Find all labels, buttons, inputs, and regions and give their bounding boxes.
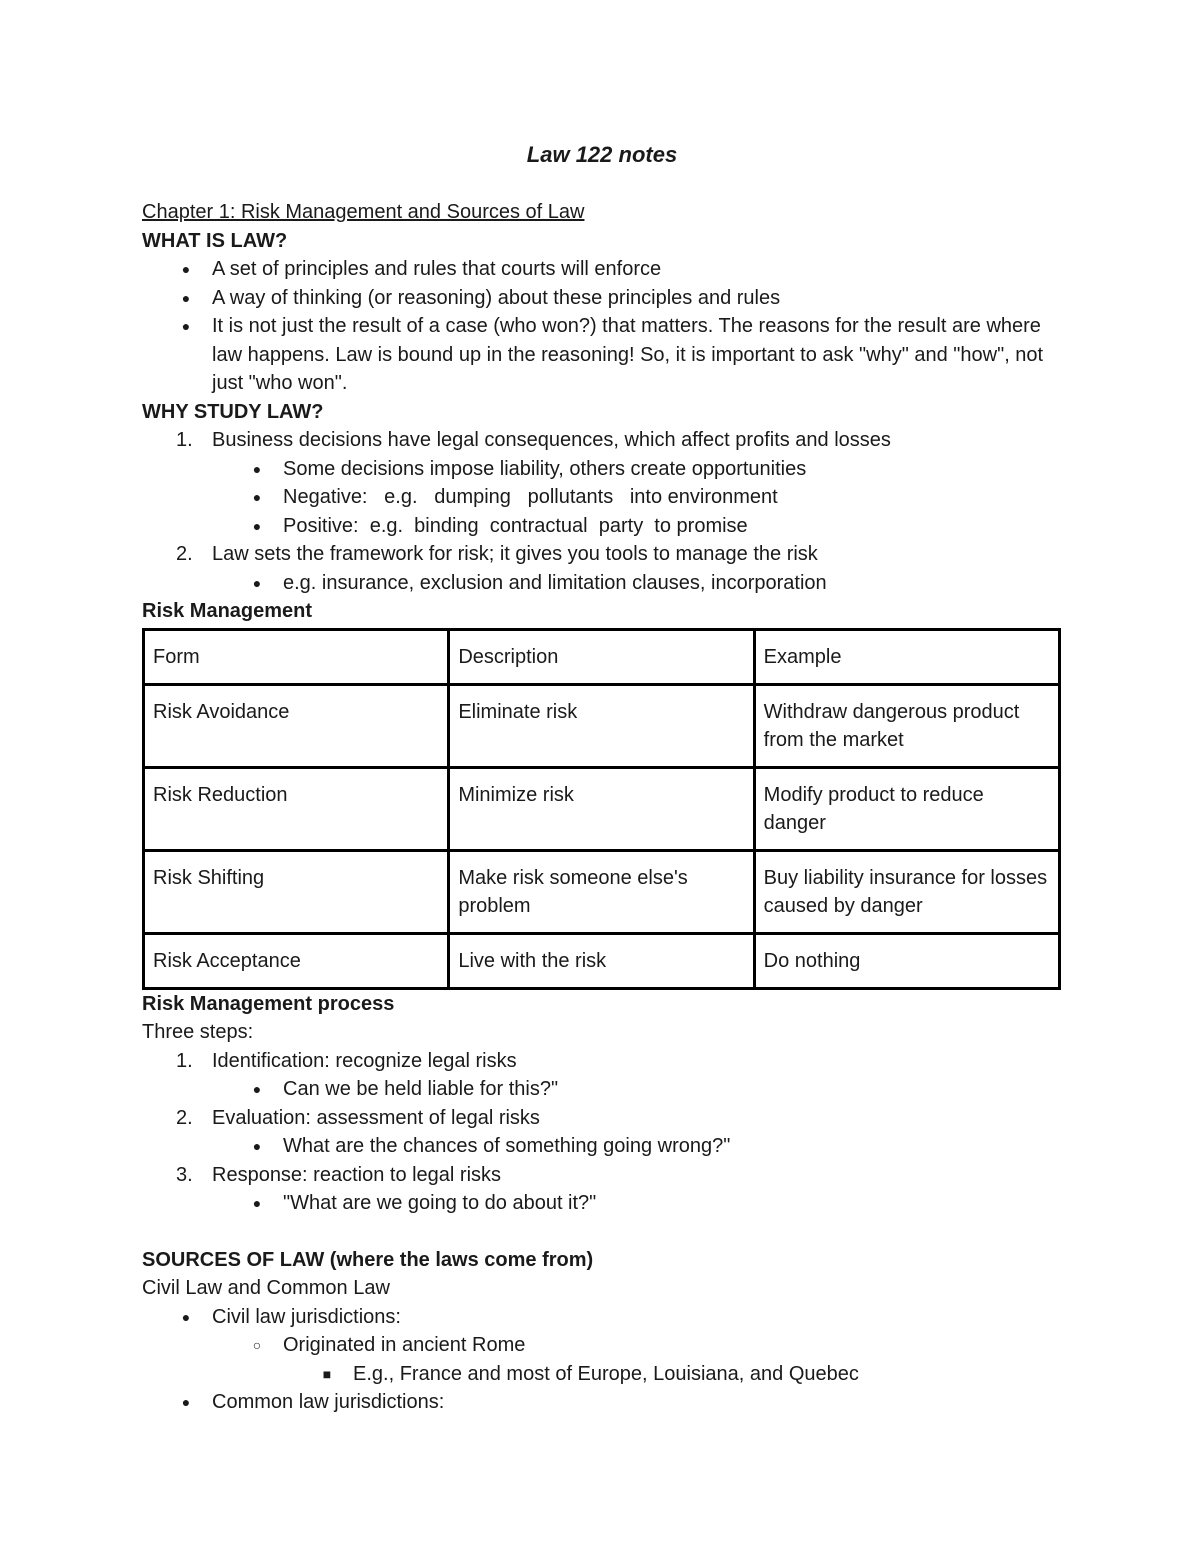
list-item: ● Negative: e.g. dumping pollutants into environment <box>142 483 1062 512</box>
table-cell: Buy liability insurance for losses caused by danger <box>754 850 1059 933</box>
chapter-heading: Chapter 1: Risk Management and Sources of Law <box>142 201 585 223</box>
bullet-disc-icon: ● <box>252 1138 262 1154</box>
risk-management-heading: Risk Management <box>142 600 313 622</box>
bullet-disc-icon: ● <box>252 460 262 477</box>
sources-heading: SOURCES OF LAW (where the laws come from) <box>142 1248 594 1271</box>
list-item: 1. Identification: recognize legal risks <box>176 1049 517 1072</box>
list-item: ● Some decisions impose liability, others create opportunities <box>142 455 1062 484</box>
table-cell: Live with the risk <box>449 933 754 988</box>
list-item: ● Can we be held liable for this?" <box>142 1075 1062 1104</box>
bullet-disc-icon: ● <box>252 489 262 505</box>
list-item: 3. Response: reaction to legal risks <box>176 1163 502 1186</box>
why-study-heading: WHY STUDY LAW? <box>142 400 324 423</box>
list-item: ● A way of thinking (or reasoning) about these principles and rules <box>142 284 1062 313</box>
list-item: ● Common law jurisdictions: <box>142 1388 1062 1417</box>
table-cell: Withdraw dangerous product from the market <box>754 684 1059 767</box>
list-item: ■ E.g., France and most of Europe, Louisiana, and Quebec <box>142 1360 1062 1389</box>
list-item: ● A set of principles and rules that courts will enforce <box>142 255 1062 284</box>
table-row <box>144 850 1060 933</box>
bullet-square-icon: ■ <box>322 1365 332 1382</box>
process-heading: Risk Management process <box>142 992 395 1015</box>
sources-list <box>142 1303 1062 1417</box>
list-item: ● Civil law jurisdictions: <box>142 1303 1062 1332</box>
table-cell: Make risk someone else's problem <box>449 850 754 933</box>
table-cell: Risk Shifting <box>144 850 449 933</box>
table-cell: Risk Reduction <box>144 767 449 850</box>
table-header-cell: Example <box>754 629 1059 684</box>
table-cell: Modify product to reduce danger <box>754 767 1059 850</box>
document-title: Law 122 notes <box>526 142 678 167</box>
list-item: 2. Law sets the framework for risk; it gives you tools to manage the risk <box>176 543 818 565</box>
list-item: ○ Originated in ancient Rome <box>142 1331 1062 1360</box>
list-item: 1. Business decisions have legal consequences, which affect profits and losses <box>176 429 891 451</box>
list-item: ● "What are we going to do about it?" <box>142 1189 1062 1218</box>
bullet-circle-icon: ○ <box>252 1337 262 1353</box>
bullet-disc-icon: ● <box>181 289 191 306</box>
list-item: ● e.g. insurance, exclusion and limitation clauses, incorporation <box>142 569 1062 598</box>
bullet-disc-icon: ● <box>252 1195 262 1211</box>
bullet-disc-icon: ● <box>252 1081 262 1097</box>
list-item: 2. Evaluation: assessment of legal risks <box>176 1106 540 1129</box>
bullet-disc-icon: ● <box>181 1394 191 1410</box>
sources-subheading: Civil Law and Common Law <box>142 1277 390 1299</box>
table-row <box>144 684 1060 767</box>
table-header-cell: Form <box>144 629 449 684</box>
risk-management-table <box>142 628 1061 990</box>
table-header-row <box>144 629 1060 684</box>
bullet-disc-icon: ● <box>181 318 191 334</box>
table-cell: Risk Acceptance <box>144 933 449 988</box>
table-cell: Risk Avoidance <box>144 684 449 767</box>
bullet-disc-icon: ● <box>181 1308 191 1325</box>
list-item: ● What are the chances of something going wrong?" <box>142 1132 1062 1161</box>
table-row <box>144 767 1060 850</box>
document-page <box>142 140 1062 1417</box>
list-item: ● It is not just the result of a case (who won?) that matters. The reasons for the result are where law happens. Law is bound up in the reasoning! So, it is important to ask "why" and "how", not just "who won". <box>142 312 1062 398</box>
spacer <box>142 1218 1062 1246</box>
table-cell: Do nothing <box>754 933 1059 988</box>
what-is-law-heading: WHAT IS LAW? <box>142 229 288 252</box>
table-cell: Minimize risk <box>449 767 754 850</box>
bullet-disc-icon: ● <box>181 261 191 277</box>
table-cell: Eliminate risk <box>449 684 754 767</box>
bullet-disc-icon: ● <box>252 574 262 591</box>
what-is-law-list <box>142 255 1062 398</box>
process-steps-list <box>142 1047 1062 1218</box>
table-header-cell: Description <box>449 629 754 684</box>
list-item: ● Positive: e.g. binding contractual party to promise <box>142 512 1062 541</box>
why-study-list <box>142 426 1062 597</box>
table-row <box>144 933 1060 988</box>
bullet-disc-icon: ● <box>252 517 262 534</box>
process-intro: Three steps: <box>142 1021 254 1043</box>
